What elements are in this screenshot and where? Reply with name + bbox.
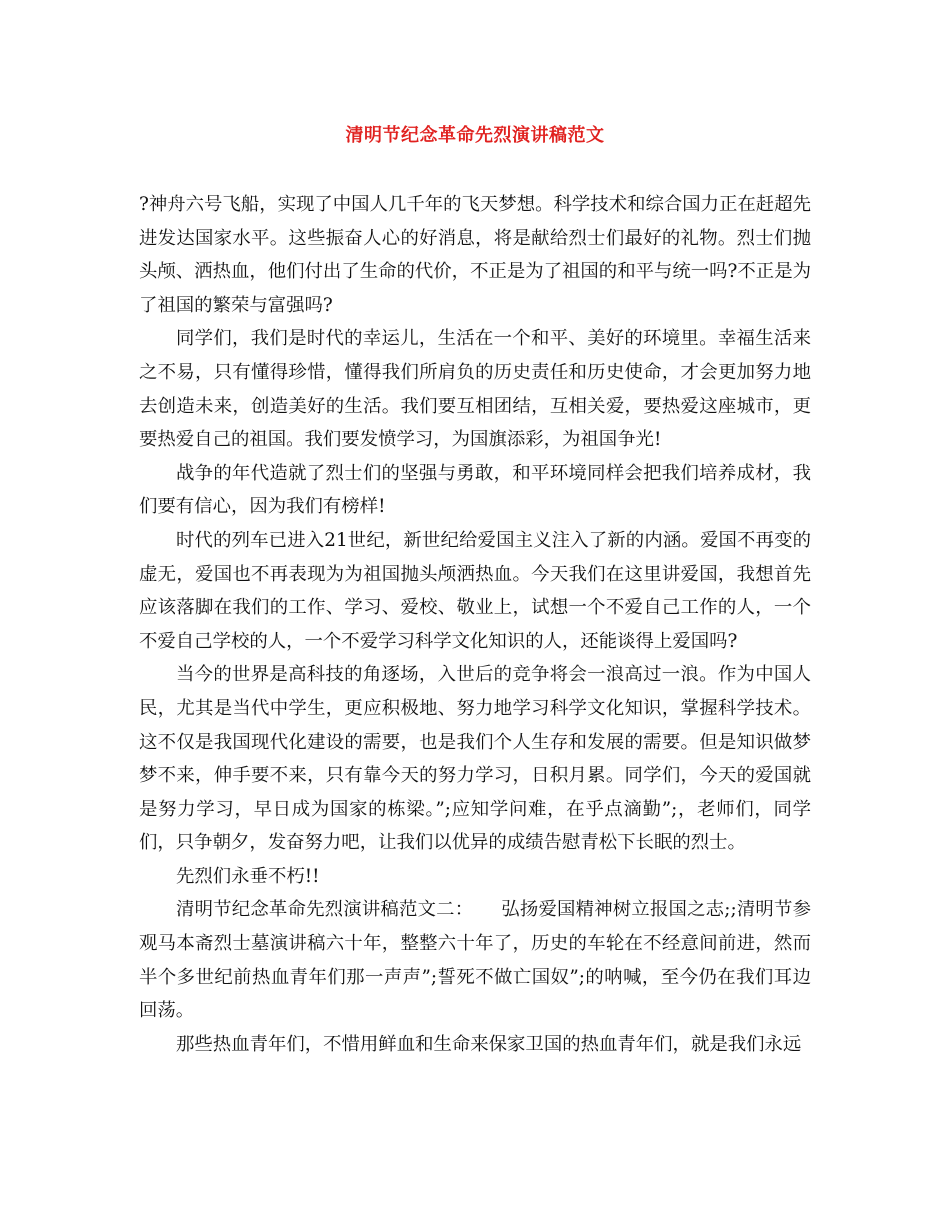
paragraph: 先烈们永垂不朽!! [176,865,320,887]
paragraph: ?神舟六号飞船，实现了中国人几千年的飞天梦想。科学技术和综合国力正在赶超先进发达国家水平。这些振奋人心的好消息，将是献给烈士们最好的礼物。烈士们抛头颅、洒热血，他们付出了生命的代价，不正是为了祖国的和平与统一吗?不正是为了祖国的繁荣与富强吗? [139,194,811,316]
paragraph: 同学们，我们是时代的幸运儿，生活在一个和平、美好的环境里。幸福生活来之不易，只有懂得珍惜，懂得我们所肩负的历史责任和历史使命，才会更加努力地去创造未来，创造美好的生活。我们要互相团结，互相关爱，要热爱这座城市，更要热爱自己的祖国。我们要发愤学习，为国旗添彩，为祖国争光! [139,328,811,451]
paragraph: 清明节纪念革命先烈演讲稿范文二： 弘扬爱国精神树立报国之志;;清明节参观马本斋烈士墓演讲稿六十年，整整六十年了，历史的车轮在不经意间前进，然而半个多世纪前热血青年们那一声声”;誓死不做亡国奴”;的呐喊，至今仍在我们耳边回荡。 [139,899,811,1022]
document-body [139,188,811,1061]
paragraph: 当今的世界是高科技的角逐场，入世后的竞争将会一浪高过一浪。作为中国人民，尤其是当代中学生，更应积极地、努力地学习科学文化知识，掌握科学技术。这不仅是我国现代化建设的需要，也是我们个人生存和发展的需要。但是知识做梦梦不来，伸手要不来，只有靠今天的努力学习，日积月累。同学们，今天的爱国就是努力学习，早日成为国家的栋梁。”;应知学问难，在乎点滴勤”;，老师们，同学们，只争朝夕，发奋努力吧，让我们以优异的成绩告慰青松下长眠的烈士。 [139,664,811,854]
document-title: 清明节纪念革命先烈演讲稿范文 [345,125,605,146]
paragraph: 时代的列车已进入21世纪，新世纪给爱国主义注入了新的内涵。爱国不再变的虚无，爱国也不再表现为为祖国抛头颅洒热血。今天我们在这里讲爱国，我想首先应该落脚在我们的工作、学习、爱校、敬业上，试想一个不爱自己工作的人，一个不爱自己学校的人，一个不爱学习科学文化知识的人，还能谈得上爱国吗? [139,529,811,652]
paragraph: 战争的年代造就了烈士们的坚强与勇敢，和平环境同样会把我们培养成材，我们要有信心，因为我们有榜样! [139,462,811,518]
paragraph: 那些热血青年们，不惜用鲜血和生命来保家卫国的热血青年们，就是我们永远 [176,1033,802,1055]
